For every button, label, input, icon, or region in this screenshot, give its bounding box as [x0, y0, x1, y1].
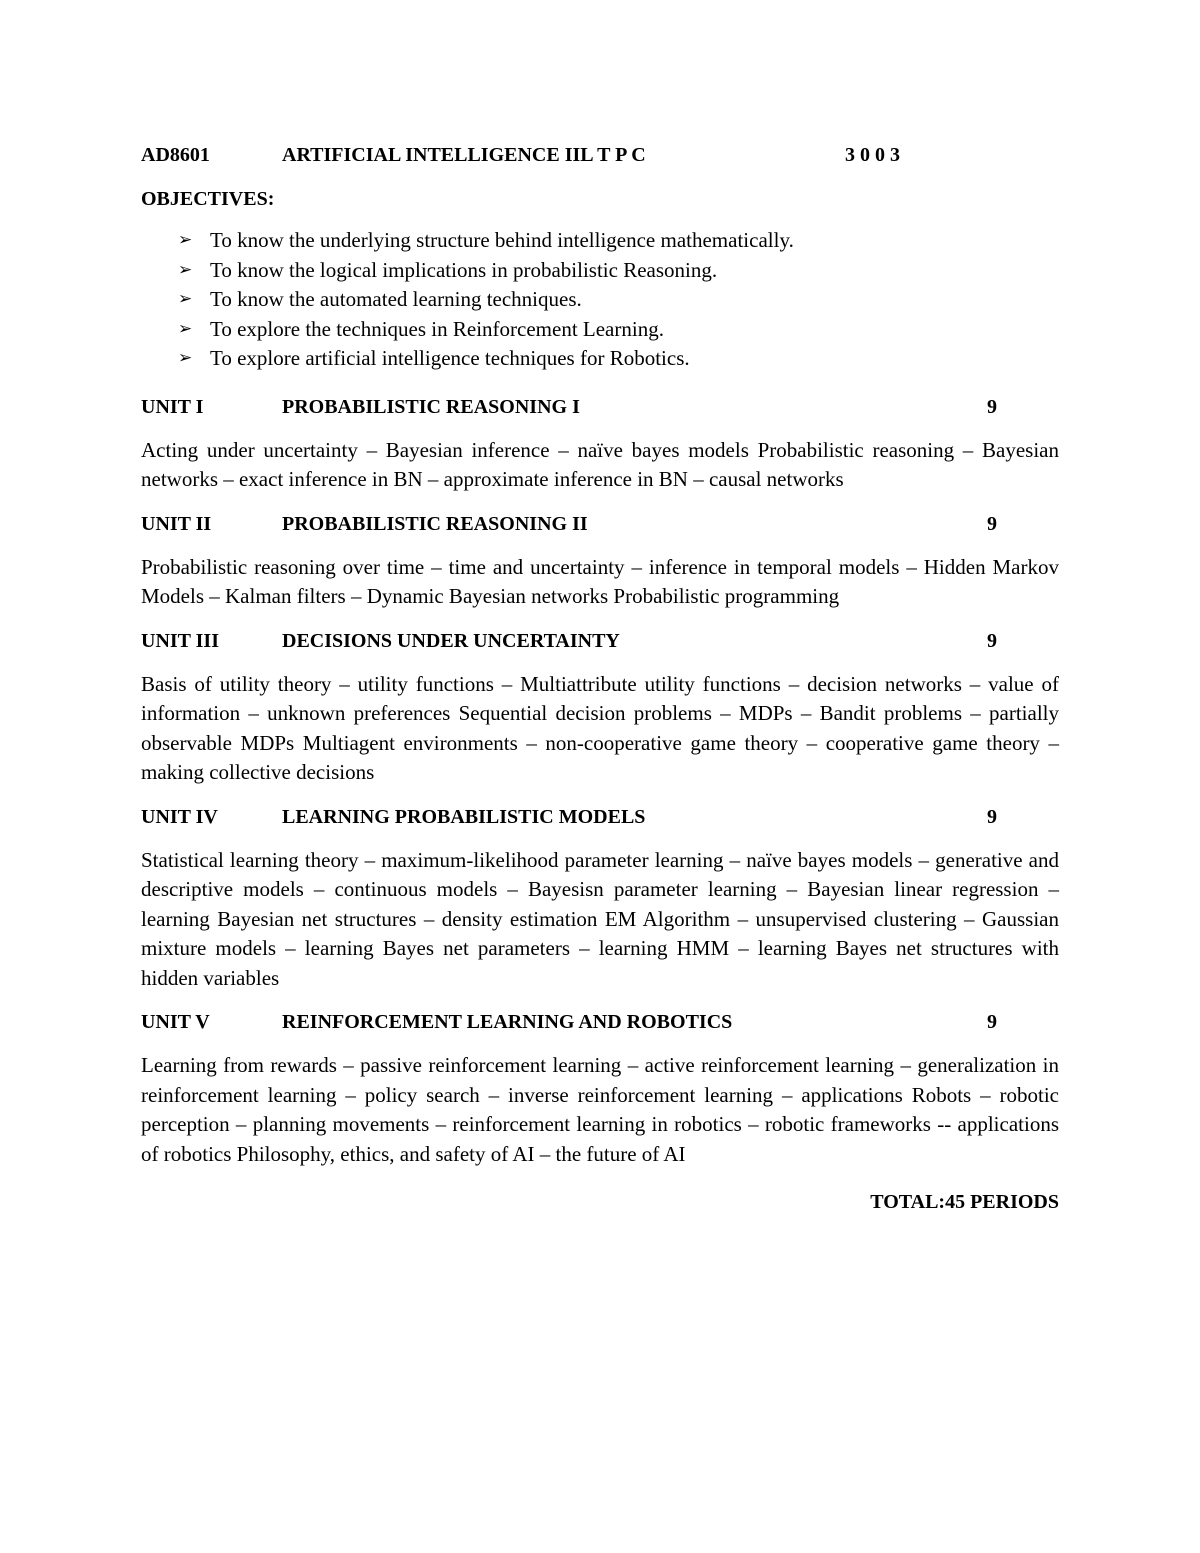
unit-number: UNIT III	[141, 629, 219, 652]
objective-item	[141, 285, 1059, 315]
objective-item	[141, 315, 1059, 345]
objective-item	[141, 256, 1059, 286]
syllabus-page	[141, 140, 1059, 1217]
objective-text: To explore artificial intelligence techniques for Robotics.	[210, 346, 690, 370]
objectives-heading: OBJECTIVES:	[141, 188, 275, 210]
arrow-bullet-icon: ➢	[178, 289, 193, 309]
objective-item	[141, 344, 1059, 374]
unit-content-1: Acting under uncertainty – Bayesian inference – naïve bayes models Probabilistic reasoning – Bayesian networks – exact inference in BN – approximate inference in BN – causal networks	[141, 437, 1059, 491]
unit-content-4: Statistical learning theory – maximum-likelihood parameter learning – naïve bayes models – generative and descriptive models – continuous models – Bayesisn parameter learning – Bayesian linear regression – learning Bayesian net structures – density estimation EM Algorithm – unsupervised clustering – Gaussian mixture models – learning Bayes net parameters – learning HMM – learning Bayes net structures with hidden variables	[141, 847, 1059, 990]
objective-text: To know the automated learning techniques.	[210, 287, 582, 311]
unit-hours: 9	[987, 1011, 997, 1033]
course-header	[141, 140, 1059, 170]
arrow-bullet-icon: ➢	[178, 259, 193, 280]
unit-title: PROBABILISTIC REASONING II	[282, 512, 588, 535]
unit-title: PROBABILISTIC REASONING I	[282, 395, 580, 418]
arrow-bullet-icon: ➢	[178, 318, 193, 339]
total-periods: TOTAL:45 PERIODS	[870, 1191, 1059, 1213]
unit-heading-3	[141, 626, 1059, 656]
course-ltpc: 3 0 0 3	[845, 144, 900, 166]
unit-heading-2	[141, 509, 1059, 539]
unit-number: UNIT IV	[141, 805, 218, 828]
unit-number: UNIT V	[141, 1011, 210, 1033]
unit-content-2: Probabilistic reasoning over time – time and uncertainty – inference in temporal models – Hidden Markov Models – Kalman filters – Dynamic Bayesian networks Probabilistic programming	[141, 554, 1059, 608]
objective-text: To know the logical implications in probabilistic Reasoning.	[210, 257, 718, 282]
unit-hours: 9	[987, 395, 997, 418]
objective-item	[141, 226, 1059, 256]
unit-title: DECISIONS UNDER UNCERTAINTY	[282, 629, 620, 652]
objectives-list	[141, 226, 1059, 374]
unit-number: UNIT II	[141, 512, 212, 535]
unit-hours: 9	[987, 512, 997, 535]
arrow-bullet-icon: ➢	[178, 348, 193, 368]
unit-number: UNIT I	[141, 395, 204, 418]
unit-content-3: Basis of utility theory – utility functions – Multiattribute utility functions – decision networks – value of information – unknown preferences Sequential decision problems – MDPs – Bandit problems – partially observable MDPs Multiagent environments – non-cooperative game theory – cooperative game theory – making collective decisions	[141, 671, 1059, 784]
course-code: AD8601	[141, 144, 210, 166]
unit-heading-4	[141, 802, 1059, 832]
unit-title: LEARNING PROBABILISTIC MODELS	[282, 805, 646, 828]
unit-hours: 9	[987, 805, 997, 828]
unit-heading-5	[141, 1007, 1059, 1037]
unit-content-5: Learning from rewards – passive reinforcement learning – active reinforcement learning – generalization in reinforcement learning – policy search – inverse reinforcement learning – applications Robots – robotic perception – planning movements – reinforcement learning in robotics – robotic frameworks -- applications of robotics Philosophy, ethics, and safety of AI – the future of AI	[141, 1053, 1059, 1166]
unit-heading-1	[141, 392, 1059, 422]
objective-text: To know the underlying structure behind intelligence mathematically.	[210, 228, 794, 252]
objective-text: To explore the techniques in Reinforcement Learning.	[210, 316, 664, 341]
unit-hours: 9	[987, 629, 997, 652]
arrow-bullet-icon: ➢	[178, 230, 193, 250]
unit-title: REINFORCEMENT LEARNING AND ROBOTICS	[282, 1011, 733, 1033]
course-title: ARTIFICIAL INTELLIGENCE IIL T P C	[282, 144, 646, 166]
